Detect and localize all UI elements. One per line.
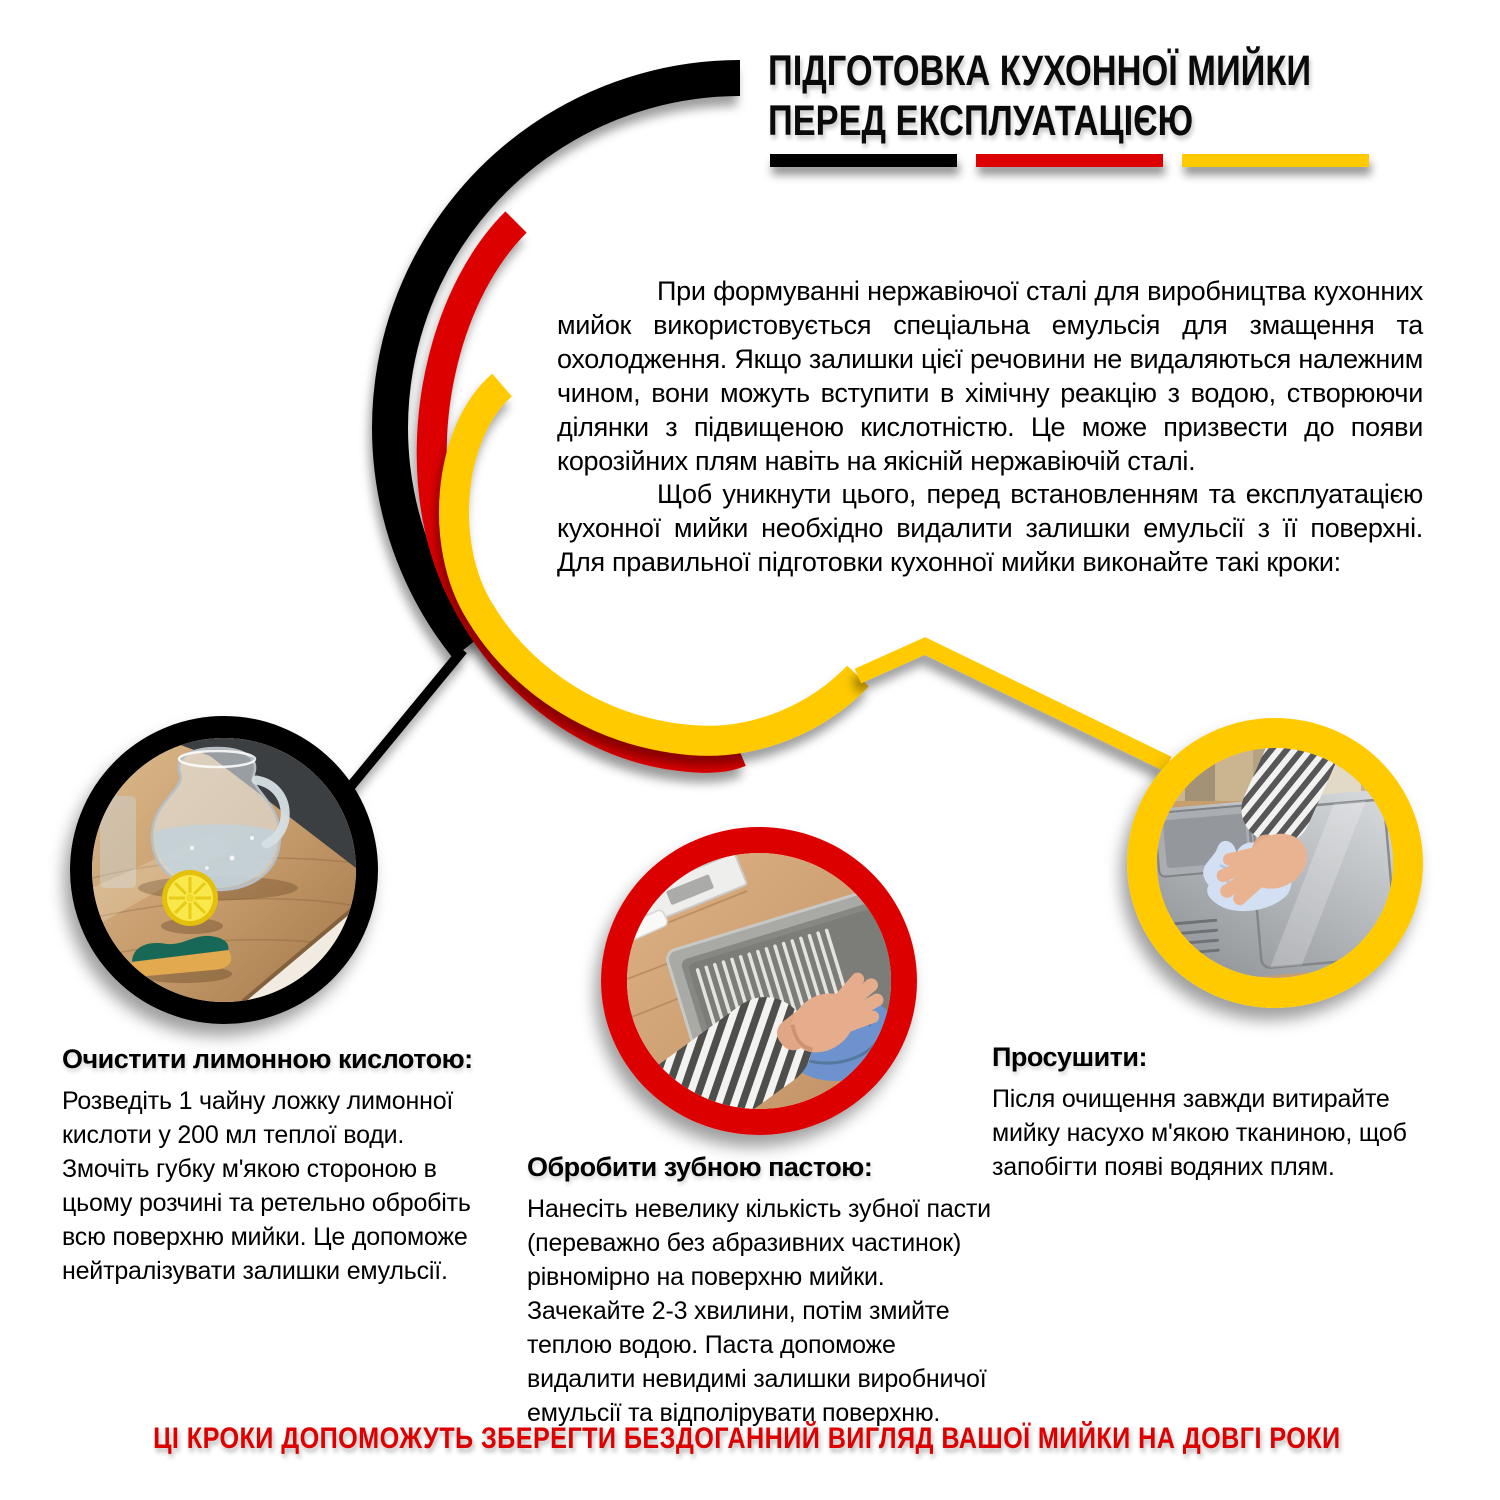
step2-photo-ring — [601, 827, 917, 1135]
title-underline-bars — [770, 154, 1369, 167]
toothpaste-on-sink-photo — [627, 853, 891, 1109]
page-title-line2: ПЕРЕД ЕКСПЛУАТАЦІЄЮ — [768, 97, 1194, 145]
title-underline-red — [976, 154, 1163, 167]
step1-body: Розведіть 1 чайну ложку лимонної кислоти у 200 мл теплої води. Змочіть губку м'якою стороною в цьому розчині та ретельно обробіть всю поверхню мийки. Це допоможе нейтралізувати залишки емульсії. — [62, 1087, 471, 1285]
step3-text-block — [992, 1040, 1462, 1184]
footer-text: ЦІ КРОКИ ДОПОМОЖУТЬ ЗБЕРЕГТИ БЕЗДОГАННИЙ ВИГЛЯД ВАШОЇ МИЙКИ НА ДОВГІ РОКИ — [153, 1422, 1341, 1455]
title-underline-black — [770, 154, 957, 167]
page-title — [768, 46, 1311, 146]
step3-photo-ring — [1127, 718, 1423, 1008]
drying-sink-with-cloth-photo — [1157, 748, 1393, 978]
water-jug-lemon-sponge-photo — [92, 738, 356, 1002]
intro-paragraph-1: При формуванні нержавіючої сталі для виробництва кухонних мийок використовується спеціальна емульсія для змащення та охолодження. Якщо залишки цієї речовини не видаляються належним чином, вони можуть вступити в хімічну реакцію з водою, створюючи ділянки з підвищеною кислотністю. Це може призвести до появи корозійних плям навіть на якісній нержавіючій сталі. — [557, 276, 1423, 476]
step2-heading: Обробити зубною пастою: — [527, 1152, 873, 1182]
page-title-line1: ПІДГОТОВКА КУХОННОЇ МИЙКИ — [768, 47, 1312, 95]
black-connector-line — [346, 650, 463, 792]
step2-body: Нанесіть невелику кількість зубної пасти (переважно без абразивних частинок) рівномірно на поверхню мийки. Зачекайте 2-3 хвилини, потім змийте теплою водою. Паста допоможе видалити невидимі залишки виробничої емульсії та відполірувати поверхню. — [527, 1195, 991, 1427]
yellow-connector-line — [858, 646, 1168, 764]
intro-paragraph-2: Щоб уникнути цього, перед встановленням та експлуатацією кухонної мийки необхідно видалити залишки емульсії з її поверхні. Для правильної підготовки кухонної мийки виконайте такі кроки: — [557, 479, 1423, 577]
step2-text-block — [527, 1150, 1001, 1430]
title-underline-yellow — [1182, 154, 1369, 167]
step1-text-block — [62, 1042, 498, 1288]
step3-body: Після очищення завжди витирайте мийку насухо м'якою тканиною, щоб запобігти появі водяних плям. — [992, 1085, 1407, 1181]
step3-heading: Просушити: — [992, 1042, 1147, 1072]
step1-heading: Очистити лимонною кислотою: — [62, 1044, 473, 1074]
step1-photo-ring — [70, 716, 378, 1024]
footer — [40, 1422, 1430, 1456]
